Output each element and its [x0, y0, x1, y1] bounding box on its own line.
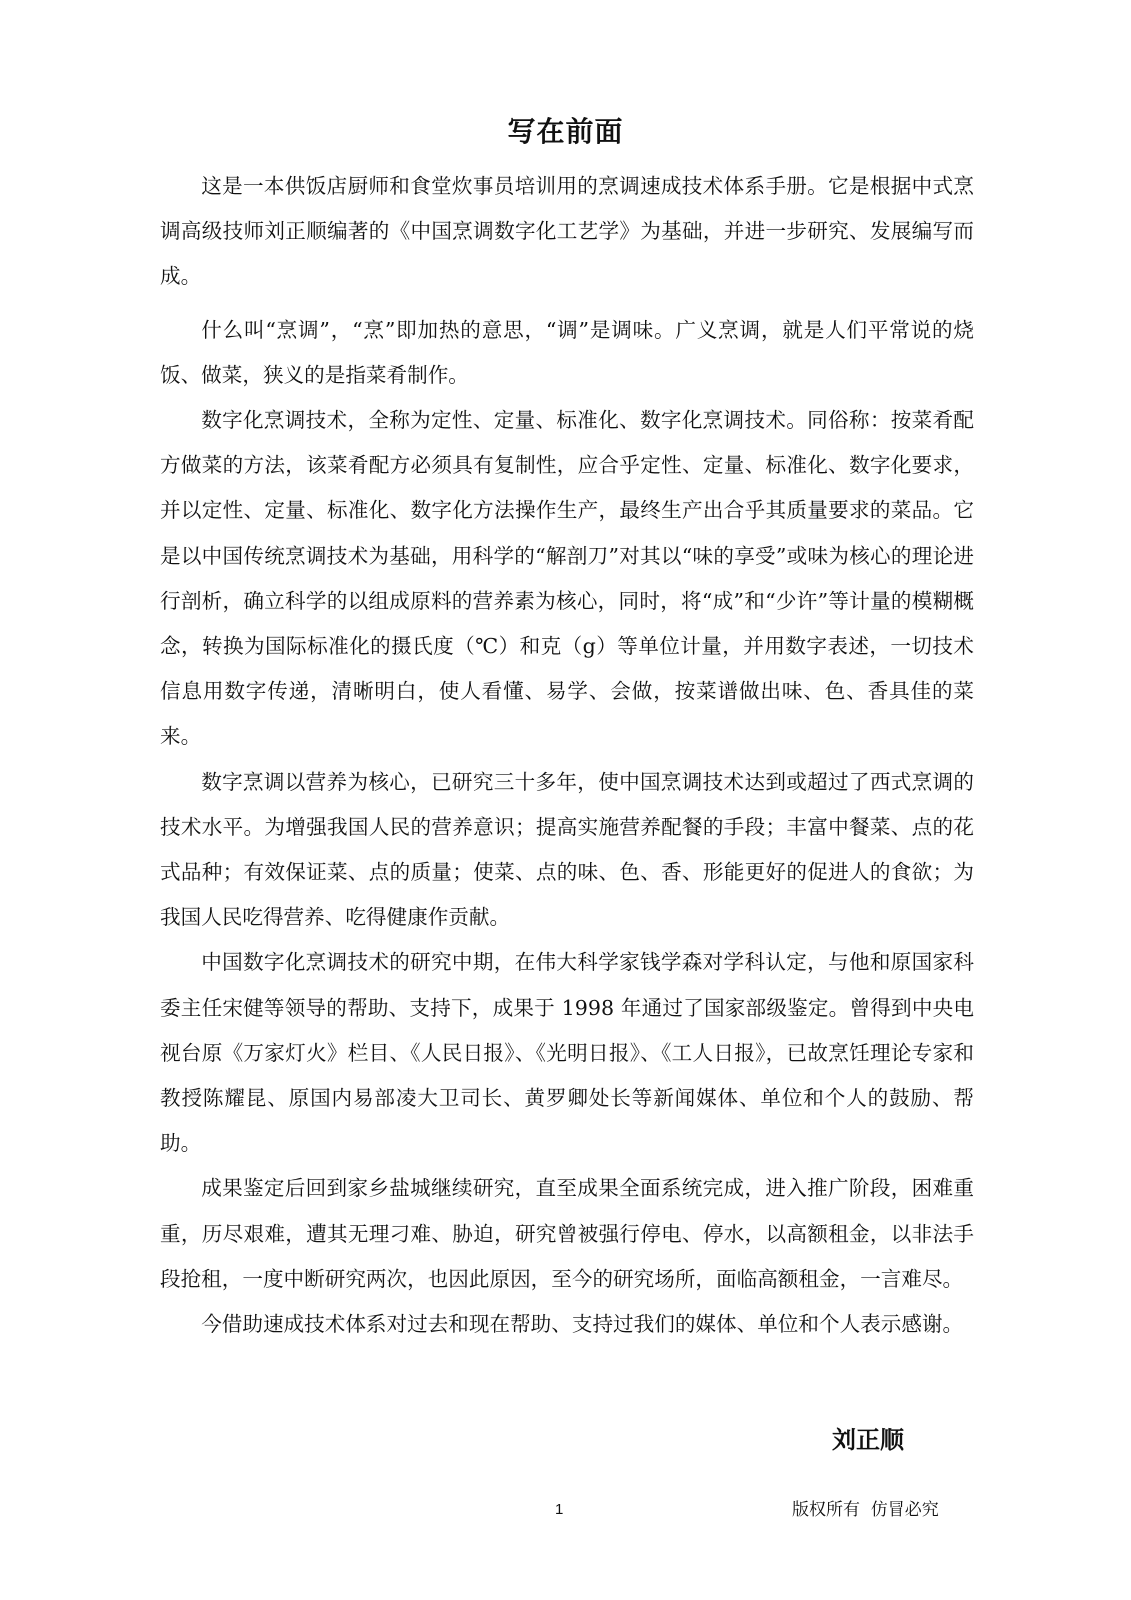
- page-title: 写在前面: [507, 115, 624, 148]
- paragraph-definition: 什么叫“烹调”，“烹”即加热的意思，“调”是调味。广义烹调，就是人们平常说的烧饭、做菜，狭义的是指菜肴制作。: [160, 317, 974, 387]
- paragraph-intro: 这是一本供饭店厨师和食堂炊事员培训用的烹调速成技术体系手册。它是根据中式烹调高级技师刘正顺编著的《中国烹调数字化工艺学》为基础，并进一步研究、发展编写而成。: [160, 174, 974, 289]
- paragraph-digital-cooking: 数字化烹调技术，全称为定性、定量、标准化、数字化烹调技术。同俗称：按菜肴配方做菜的方法，该菜肴配方必须具有复制性，应合乎定性、定量、标准化、数字化要求，并以定性、定量、标准化、数字化方法操作生产，最终生产出合乎其质量要求的菜品。它是以中国传统烹调技术为基础，用科学的“解剖刀”对其以“味的享受”或味为核心的理论进行剖析，确立科学的以组成原料的营养素为核心，同时，将“成”和“少许”等计量的模糊概念，转换为国际标准化的摄氏度（℃）和克（g）等单位计量，并用数字表述，一切技术信息用数字传递，清晰明白，使人看懂、易学、会做，按菜谱做出味、色、香具佳的菜来。: [160, 408, 974, 749]
- paragraph-difficulties: 成果鉴定后回到家乡盐城继续研究，直至成果全面系统完成，进入推广阶段，困难重重，历尽艰难，遭其无理刁难、胁迫，研究曾被强行停电、停水，以高额租金，以非法手段抢租，一度中断研究两次，也因此原因，至今的研究场所，面临高额租金，一言难尽。: [160, 1176, 974, 1291]
- body-text: [160, 164, 974, 1347]
- paragraph-nutrition: 数字烹调以营养为核心，已研究三十多年，使中国烹调技术达到或超过了西式烹调的技术水平。为增强我国人民的营养意识；提高实施营养配餐的手段；丰富中餐菜、点的花式品种；有效保证菜、点的质量；使菜、点的味、色、香、形能更好的促进人的食欲；为我国人民吃得营养、吃得健康作贡献。: [160, 769, 974, 930]
- author-signature: 刘正顺: [832, 1426, 904, 1454]
- paragraph-thanks: 今借助速成技术体系对过去和现在帮助、支持过我们的媒体、单位和个人表示感谢。: [201, 1312, 964, 1337]
- page-number: 1: [555, 1501, 564, 1518]
- paragraph-history: 中国数字化烹调技术的研究中期，在伟大科学家钱学森对学科认定，与他和原国家科委主任宋健等领导的帮助、支持下，成果于 1998 年通过了国家部级鉴定。曾得到中央电视台原《万家灯火》栏目、《人民日报》、《光明日报》、《工人日报》，已故烹饪理论专家和教授陈耀昆、原国内易部凌大卫司长、黄罗卿处长等新闻媒体、单位和个人的鼓励、帮助。: [160, 950, 974, 1156]
- copyright-notice: 版权所有 仿冒必究: [792, 1500, 939, 1520]
